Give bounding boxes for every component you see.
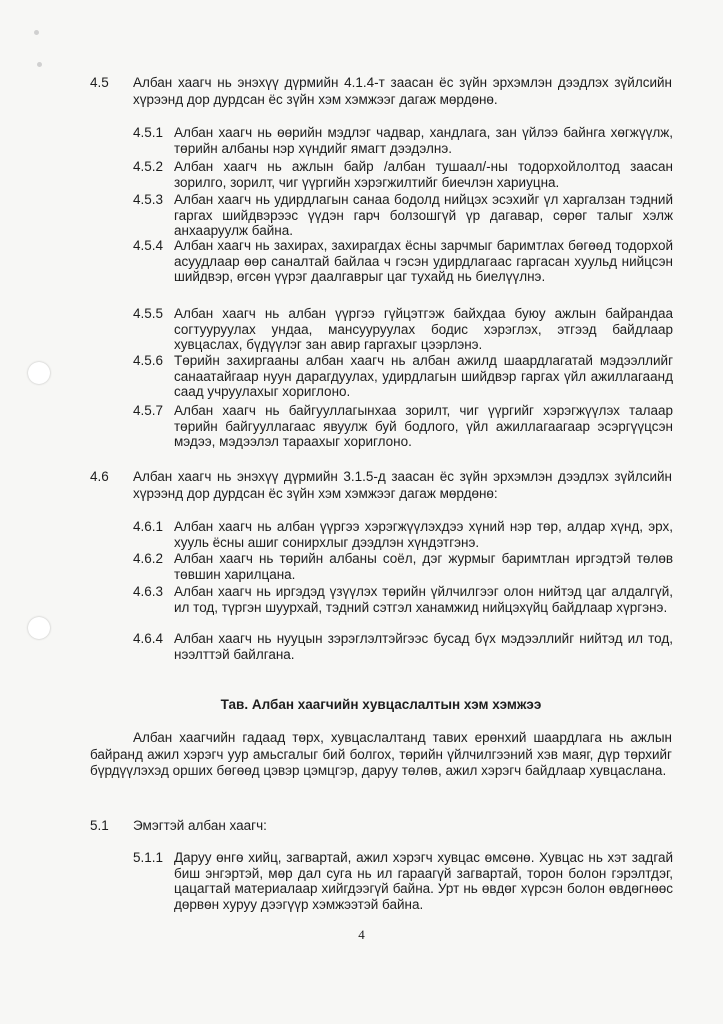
item-4-5-5	[133, 306, 673, 353]
item-4-5-1	[133, 125, 673, 156]
item-number: 4.6.2	[133, 551, 164, 566]
item-text: Албан хаагч нь иргэдэд үзүүлэх төрийн үйлчилгээг олон нийтэд цаг алдалгүй, ил тод, түргэн шуурхай, тэдний сэтгэл ханамжид нийцэхүйц байдлаар хүргэнэ.	[174, 584, 673, 615]
item-number: 4.5.7	[133, 403, 164, 418]
item-number: 4.5.3	[133, 192, 164, 207]
item-text: Албан хаагч нь ажлын байр /албан тушаал/-ны тодорхойлолтод заасан зорилго, зорилт, чиг үүргийн хэрэгжилтийг биечлэн хариуцна.	[174, 159, 673, 190]
item-number: 4.5.5	[133, 306, 164, 321]
item-4-6-3	[133, 584, 673, 615]
item-4-5-6	[133, 353, 673, 400]
scan-speck	[37, 62, 42, 67]
section-text: Эмэгтэй албан хаагч:	[133, 818, 267, 833]
section-5-1	[90, 818, 672, 835]
section-number: 5.1	[90, 818, 109, 833]
scan-speck	[34, 30, 39, 35]
item-text: Албан хаагч нь удирдлагын санаа бодолд нийцэх эсэхийг үл харгалзан тэдний гаргах шийдвэрээс үүдэн гарч болзошгүй үр дагавар, сөрөг талыг хэлж анхааруулж байна.	[174, 192, 673, 238]
item-text: Албан хаагч нь төрийн албаны соёл, дэг журмыг баримтлан иргэдтэй төлөв төвшин харилцана.	[174, 551, 673, 582]
punch-hole	[28, 617, 50, 639]
item-text: Албан хаагч нь нууцын зэрэглэлтэйгээс бусад бүх мэдээллийг нийтэд ил тод, нээлттэй байлгана.	[174, 631, 673, 662]
item-4-5-4	[133, 238, 673, 285]
item-5-1-1	[133, 850, 673, 912]
item-text: Даруу өнгө хийц, загвартай, ажил хэрэгч хувцас өмсөнө. Хувцас нь хэт задгай биш энгэртэй, мөр дал суга нь ил гараагүй загвартай, торон болон гэрэлтдэг, цацагтай материалаар хийгдээгүй байна. Урт нь өвдөг хүрсэн болон өвдөгнөөс дөрвөн хуруу дээгүүр хэмжээтэй байна.	[174, 850, 673, 912]
item-4-5-7	[133, 403, 673, 450]
chapter-title: Тав. Албан хаагчийн хувцаслалтын хэм хэмжээ	[220, 697, 542, 712]
item-number: 4.6.4	[133, 631, 164, 646]
item-number: 4.6.1	[133, 519, 164, 534]
section-4-6	[90, 469, 672, 502]
item-number: 4.5.2	[133, 159, 164, 174]
item-4-6-4	[133, 631, 673, 662]
item-4-5-2	[133, 159, 673, 190]
intro-paragraph: Албан хаагчийн гадаад төрх, хувцаслалтанд тавих ерөнхий шаардлага нь ажлын байранд ажил хэрэгч уур амьсгалыг бий болгох, төрийн үйлчилгээний хэв маяг, дүр төрхийг бүрдүүлэхэд орших бөгөөд цэвэр цэмцгэр, даруу төлөв, ажил хэрэгч байдлаар хувцаслана.	[90, 730, 672, 778]
item-4-6-2	[133, 551, 673, 582]
item-4-6-1	[133, 519, 673, 550]
item-text: Төрийн захиргааны албан хаагч нь албан ажилд шаардлагатай мэдээллийг санаатайгаар нуун дарагдуулах, удирдлагын шийдвэр гаргах үйл ажиллагаанд саад учруулахыг хориглоно.	[174, 353, 673, 399]
section-number: 4.6	[90, 469, 109, 484]
item-text: Албан хаагч нь албан үүргээ хэрэгжүүлэхдээ хүний нэр төр, алдар хүнд, эрх, хууль ёсны ашиг сонирхлыг дээдлэн хүндэтгэнэ.	[174, 519, 673, 550]
item-number: 4.6.3	[133, 584, 164, 599]
item-number: 4.5.6	[133, 353, 164, 368]
item-4-5-3	[133, 192, 673, 239]
page-number: 4	[358, 927, 365, 942]
item-text: Албан хаагч нь албан үүргээ гүйцэтгэж байхдаа буюу ажлын байрандаа согтууруулах ундаа, мансууруулах бодис хэрэглэх, этгээд байдлаар хувцаслах, бүдүүлэг зан авир гаргахыг цээрлэнэ.	[174, 306, 673, 352]
item-number: 5.1.1	[133, 850, 164, 865]
item-number: 4.5.4	[133, 238, 164, 253]
section-text: Албан хаагч нь энэхүү дүрмийн 3.1.5-д заасан ёс зүйн эрхэмлэн дээдлэх зүйлсийн хүрээнд дор дурдсан ёс зүйн хэм хэмжээг дагаж мөрдөнө:	[133, 469, 672, 501]
punch-hole	[28, 362, 50, 384]
section-number: 4.5	[90, 75, 109, 90]
item-number: 4.5.1	[133, 125, 164, 140]
section-text: Албан хаагч нь энэхүү дүрмийн 4.1.4-т заасан ёс зүйн эрхэмлэн дээдлэх зүйлсийн хүрээнд дор дурдсан ёс зүйн хэм хэмжээг дагаж мөрдөнө.	[133, 75, 672, 107]
item-text: Албан хаагч нь өөрийн мэдлэг чадвар, хандлага, зан үйлээ байнга хөгжүүлж, төрийн албаны нэр хүндийг ямагт дээдэлнэ.	[174, 125, 673, 156]
item-text: Албан хаагч нь захирах, захирагдах ёсны зарчмыг баримтлах бөгөөд тодорхой асуудлаар өөр саналтай байлаа ч гэсэн удирдлагаас гаргасан хуульд нийцсэн шийдвэр, өгсөн үүрэг даалгаврыг цаг тухайд нь биелүүлнэ.	[174, 238, 673, 284]
section-4-5	[90, 75, 672, 108]
item-text: Албан хаагч нь байгууллагынхаа зорилт, чиг үүргийг хэрэгжүүлэх талаар төрийн байгууллагаас явуулж буй бодлого, үйл ажиллагаагаар эсэргүүцсэн мэдээ, мэдээлэл тараахыг хориглоно.	[174, 403, 673, 449]
